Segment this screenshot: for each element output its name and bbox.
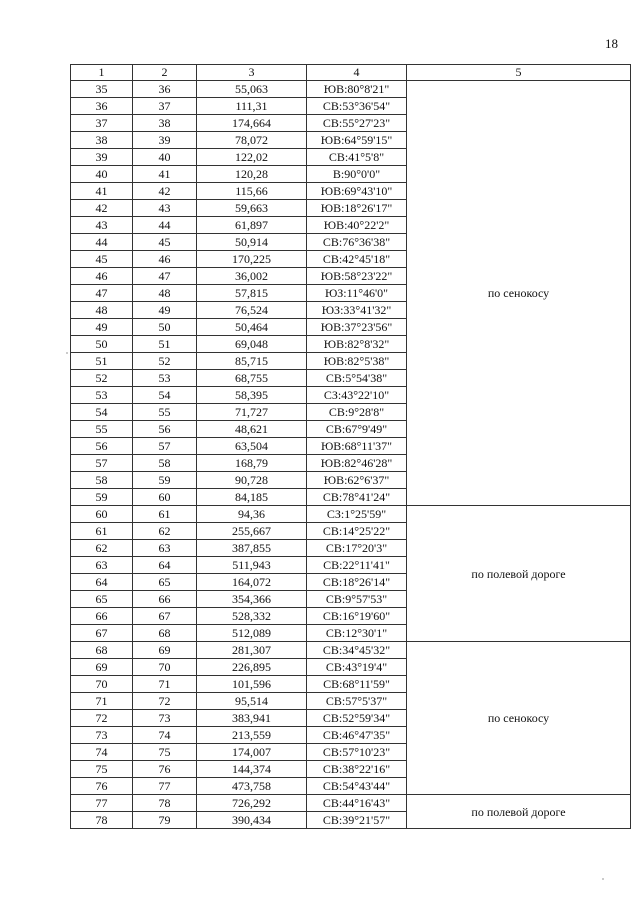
point-from-cell: 62 [71, 540, 133, 557]
point-from-cell: 69 [71, 659, 133, 676]
point-from-cell: 70 [71, 676, 133, 693]
point-from-cell: 63 [71, 557, 133, 574]
distance-cell: 164,072 [197, 574, 307, 591]
distance-cell: 48,621 [197, 421, 307, 438]
bearing-cell: СВ:43°19'4" [307, 659, 407, 676]
boundary-description-cell: по сенокосу [407, 81, 631, 506]
bearing-cell: ЮВ:37°23'56" [307, 319, 407, 336]
distance-cell: 528,332 [197, 608, 307, 625]
bearing-cell: СВ:67°9'49" [307, 421, 407, 438]
point-to-cell: 57 [133, 438, 197, 455]
distance-cell: 68,755 [197, 370, 307, 387]
point-to-cell: 39 [133, 132, 197, 149]
distance-cell: 174,007 [197, 744, 307, 761]
table-body [71, 81, 631, 829]
point-from-cell: 52 [71, 370, 133, 387]
bearing-cell: СВ:78°41'24" [307, 489, 407, 506]
bearing-cell: СВ:5°54'38" [307, 370, 407, 387]
point-from-cell: 44 [71, 234, 133, 251]
point-from-cell: 65 [71, 591, 133, 608]
point-from-cell: 54 [71, 404, 133, 421]
point-to-cell: 78 [133, 795, 197, 812]
table-row [71, 795, 631, 812]
point-to-cell: 59 [133, 472, 197, 489]
point-to-cell: 79 [133, 812, 197, 829]
point-to-cell: 62 [133, 523, 197, 540]
point-from-cell: 46 [71, 268, 133, 285]
distance-cell: 111,31 [197, 98, 307, 115]
point-to-cell: 66 [133, 591, 197, 608]
point-to-cell: 68 [133, 625, 197, 642]
distance-cell: 511,943 [197, 557, 307, 574]
distance-cell: 84,185 [197, 489, 307, 506]
bearing-cell: СВ:14°25'22" [307, 523, 407, 540]
bearing-cell: СВ:41°5'8" [307, 149, 407, 166]
point-to-cell: 63 [133, 540, 197, 557]
point-from-cell: 56 [71, 438, 133, 455]
point-to-cell: 70 [133, 659, 197, 676]
point-from-cell: 42 [71, 200, 133, 217]
distance-cell: 122,02 [197, 149, 307, 166]
distance-cell: 387,855 [197, 540, 307, 557]
bearing-cell: СВ:68°11'59" [307, 676, 407, 693]
bearing-cell: ЮВ:82°8'32" [307, 336, 407, 353]
bearing-cell: СВ:55°27'23" [307, 115, 407, 132]
point-from-cell: 72 [71, 710, 133, 727]
bearing-cell: ЮЗ:11°46'0" [307, 285, 407, 302]
point-to-cell: 42 [133, 183, 197, 200]
point-from-cell: 39 [71, 149, 133, 166]
point-from-cell: 61 [71, 523, 133, 540]
point-to-cell: 77 [133, 778, 197, 795]
distance-cell: 61,897 [197, 217, 307, 234]
point-to-cell: 73 [133, 710, 197, 727]
distance-cell: 78,072 [197, 132, 307, 149]
point-to-cell: 48 [133, 285, 197, 302]
point-from-cell: 36 [71, 98, 133, 115]
distance-cell: 58,395 [197, 387, 307, 404]
table-header-row [71, 65, 631, 81]
bearing-cell: СВ:12°30'1" [307, 625, 407, 642]
point-from-cell: 40 [71, 166, 133, 183]
point-from-cell: 66 [71, 608, 133, 625]
table-row [71, 81, 631, 98]
point-from-cell: 51 [71, 353, 133, 370]
point-to-cell: 44 [133, 217, 197, 234]
bearing-cell: ЮВ:64°59'15" [307, 132, 407, 149]
distance-cell: 120,28 [197, 166, 307, 183]
distance-cell: 213,559 [197, 727, 307, 744]
point-from-cell: 43 [71, 217, 133, 234]
point-from-cell: 41 [71, 183, 133, 200]
scan-speck [602, 878, 604, 880]
point-from-cell: 71 [71, 693, 133, 710]
column-header-5: 5 [407, 65, 631, 81]
distance-cell: 170,225 [197, 251, 307, 268]
distance-cell: 69,048 [197, 336, 307, 353]
point-from-cell: 73 [71, 727, 133, 744]
point-to-cell: 41 [133, 166, 197, 183]
bearing-cell: СВ:53°36'54" [307, 98, 407, 115]
point-to-cell: 71 [133, 676, 197, 693]
point-to-cell: 58 [133, 455, 197, 472]
point-to-cell: 36 [133, 81, 197, 98]
distance-cell: 226,895 [197, 659, 307, 676]
point-from-cell: 55 [71, 421, 133, 438]
distance-cell: 71,727 [197, 404, 307, 421]
point-to-cell: 60 [133, 489, 197, 506]
bearing-cell: ЮВ:82°46'28" [307, 455, 407, 472]
bearing-cell: СВ:46°47'35" [307, 727, 407, 744]
table-row [71, 506, 631, 523]
point-to-cell: 37 [133, 98, 197, 115]
bearing-cell: СВ:22°11'41" [307, 557, 407, 574]
point-from-cell: 59 [71, 489, 133, 506]
distance-cell: 255,667 [197, 523, 307, 540]
point-from-cell: 74 [71, 744, 133, 761]
page-number: 18 [605, 36, 618, 51]
bearing-cell: СВ:38°22'16" [307, 761, 407, 778]
bearing-cell: СВ:39°21'57" [307, 812, 407, 829]
point-from-cell: 75 [71, 761, 133, 778]
distance-cell: 76,524 [197, 302, 307, 319]
bearing-cell: ЮВ:58°23'22" [307, 268, 407, 285]
table-row [71, 642, 631, 659]
boundary-table [70, 64, 631, 829]
bearing-cell: СВ:9°57'53" [307, 591, 407, 608]
point-from-cell: 47 [71, 285, 133, 302]
distance-cell: 174,664 [197, 115, 307, 132]
point-from-cell: 50 [71, 336, 133, 353]
bearing-cell: СВ:42°45'18" [307, 251, 407, 268]
column-header-3: 3 [197, 65, 307, 81]
bearing-cell: ЮВ:40°22'2" [307, 217, 407, 234]
bearing-cell: ЮЗ:33°41'32" [307, 302, 407, 319]
point-from-cell: 78 [71, 812, 133, 829]
distance-cell: 144,374 [197, 761, 307, 778]
distance-cell: 85,715 [197, 353, 307, 370]
point-to-cell: 45 [133, 234, 197, 251]
bearing-cell: ЮВ:80°8'21" [307, 81, 407, 98]
point-to-cell: 54 [133, 387, 197, 404]
point-to-cell: 75 [133, 744, 197, 761]
distance-cell: 512,089 [197, 625, 307, 642]
point-to-cell: 49 [133, 302, 197, 319]
bearing-cell: СВ:57°5'37" [307, 693, 407, 710]
point-from-cell: 48 [71, 302, 133, 319]
distance-cell: 94,36 [197, 506, 307, 523]
point-from-cell: 58 [71, 472, 133, 489]
bearing-cell: ЮВ:68°11'37" [307, 438, 407, 455]
point-to-cell: 51 [133, 336, 197, 353]
bearing-cell: ЮВ:69°43'10" [307, 183, 407, 200]
distance-cell: 101,596 [197, 676, 307, 693]
distance-cell: 63,504 [197, 438, 307, 455]
distance-cell: 57,815 [197, 285, 307, 302]
distance-cell: 59,663 [197, 200, 307, 217]
point-to-cell: 67 [133, 608, 197, 625]
boundary-description-cell: по полевой дороге [407, 506, 631, 642]
point-from-cell: 60 [71, 506, 133, 523]
distance-cell: 390,434 [197, 812, 307, 829]
boundary-description-cell: по полевой дороге [407, 795, 631, 829]
boundary-description-cell: по сенокосу [407, 642, 631, 795]
bearing-cell: В:90°0'0" [307, 166, 407, 183]
bearing-cell: СВ:17°20'3" [307, 540, 407, 557]
point-to-cell: 64 [133, 557, 197, 574]
bearing-cell: СЗ:1°25'59" [307, 506, 407, 523]
scan-speck [66, 352, 68, 354]
distance-cell: 168,79 [197, 455, 307, 472]
point-to-cell: 43 [133, 200, 197, 217]
point-from-cell: 35 [71, 81, 133, 98]
point-from-cell: 53 [71, 387, 133, 404]
bearing-cell: СВ:16°19'60" [307, 608, 407, 625]
distance-cell: 726,292 [197, 795, 307, 812]
point-from-cell: 38 [71, 132, 133, 149]
point-to-cell: 76 [133, 761, 197, 778]
column-header-4: 4 [307, 65, 407, 81]
point-to-cell: 53 [133, 370, 197, 387]
point-from-cell: 68 [71, 642, 133, 659]
bearing-cell: ЮВ:62°6'37" [307, 472, 407, 489]
point-from-cell: 76 [71, 778, 133, 795]
point-from-cell: 57 [71, 455, 133, 472]
distance-cell: 55,063 [197, 81, 307, 98]
point-to-cell: 65 [133, 574, 197, 591]
bearing-cell: ЮВ:82°5'38" [307, 353, 407, 370]
point-to-cell: 61 [133, 506, 197, 523]
bearing-cell: СВ:9°28'8" [307, 404, 407, 421]
bearing-cell: СВ:54°43'44" [307, 778, 407, 795]
distance-cell: 95,514 [197, 693, 307, 710]
point-to-cell: 69 [133, 642, 197, 659]
distance-cell: 281,307 [197, 642, 307, 659]
bearing-cell: СВ:18°26'14" [307, 574, 407, 591]
bearing-cell: СВ:52°59'34" [307, 710, 407, 727]
bearing-cell: СВ:57°10'23" [307, 744, 407, 761]
point-from-cell: 49 [71, 319, 133, 336]
bearing-cell: СВ:76°36'38" [307, 234, 407, 251]
distance-cell: 50,914 [197, 234, 307, 251]
point-to-cell: 50 [133, 319, 197, 336]
point-to-cell: 46 [133, 251, 197, 268]
distance-cell: 473,758 [197, 778, 307, 795]
distance-cell: 383,941 [197, 710, 307, 727]
point-from-cell: 67 [71, 625, 133, 642]
bearing-cell: СВ:44°16'43" [307, 795, 407, 812]
point-to-cell: 55 [133, 404, 197, 421]
distance-cell: 354,366 [197, 591, 307, 608]
point-from-cell: 37 [71, 115, 133, 132]
column-header-2: 2 [133, 65, 197, 81]
point-to-cell: 52 [133, 353, 197, 370]
column-header-1: 1 [71, 65, 133, 81]
point-to-cell: 47 [133, 268, 197, 285]
point-to-cell: 72 [133, 693, 197, 710]
point-to-cell: 56 [133, 421, 197, 438]
point-from-cell: 45 [71, 251, 133, 268]
bearing-cell: СЗ:43°22'10" [307, 387, 407, 404]
distance-cell: 50,464 [197, 319, 307, 336]
bearing-cell: ЮВ:18°26'17" [307, 200, 407, 217]
distance-cell: 90,728 [197, 472, 307, 489]
point-to-cell: 74 [133, 727, 197, 744]
bearing-cell: СВ:34°45'32" [307, 642, 407, 659]
point-from-cell: 64 [71, 574, 133, 591]
point-to-cell: 38 [133, 115, 197, 132]
distance-cell: 115,66 [197, 183, 307, 200]
point-to-cell: 40 [133, 149, 197, 166]
point-from-cell: 77 [71, 795, 133, 812]
distance-cell: 36,002 [197, 268, 307, 285]
